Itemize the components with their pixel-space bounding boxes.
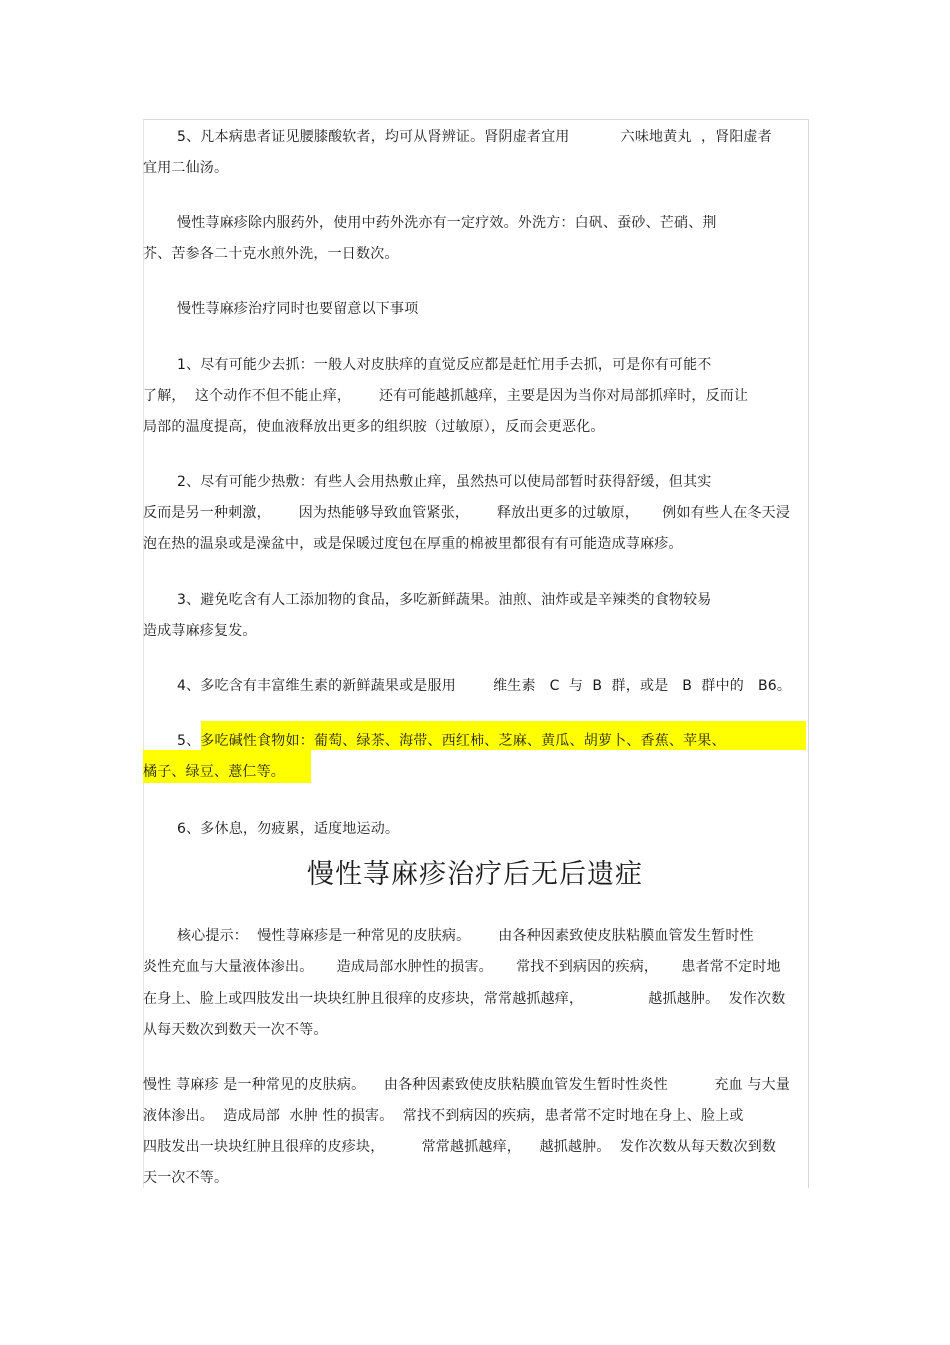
text-line: 泡在热的温泉或是澡盆中，或是保暖过度包在厚重的棉被里都很有有可能造成荨麻疹。 — [143, 536, 683, 552]
text-line: 慢性荨麻疹治疗同时也要留意以下事项 — [177, 301, 419, 317]
text-line: 芥、苦参各二十克水煎外洗，一日数次。 — [143, 246, 399, 262]
text-line: 局部的温度提高，使血液释放出更多的组织胺（过敏原），反而会更恶化。 — [143, 419, 605, 435]
text-line: 5、凡本病患者证见腰膝酸软者，均可从肾辨证。肾阴虚者宜用 六味地黄丸 ，肾阳虚者 — [177, 129, 772, 145]
text-line: 1、尽有可能少去抓：一般人对皮肤痒的直觉反应都是赶忙用手去抓，可是你有可能不 — [177, 357, 712, 373]
text-line: 3、避免吃含有人工添加物的食品，多吃新鲜蔬果。油煎、油炸或是辛辣类的食物较易 — [177, 592, 712, 608]
text-line: 造成荨麻疹复发。 — [143, 623, 257, 639]
text-line: 2、尽有可能少热敷：有些人会用热敷止痒，虽然热可以使局部暂时获得舒缓，但其实 — [177, 474, 712, 490]
text-line: 橘子、绿豆、薏仁等。 — [143, 764, 285, 780]
text-line: 核心提示： 慢性荨麻疹是一种常见的皮肤病。 由各种因素致使皮肤粘膜血管发生暂时性 — [177, 928, 754, 944]
text-line: 四肢发出一块块红肿且很痒的皮疹块， 常常越抓越痒， 越抓越肿。 发作次数从每天数次到数 — [143, 1139, 777, 1155]
text-line: 了解， 这个动作不但不能止痒， 还有可能越抓越痒，主要是因为当你对局部抓痒时，反而让 — [143, 388, 749, 404]
text-line: 炎性充血与大量液体渗出。 造成局部水肿性的损害。 常找不到病因的疾病， 患者常不定时地 — [143, 959, 781, 975]
text-line: 慢性荨麻疹除内服药外，使用中药外洗亦有一定疗效。外洗方：白矾、蚕砂、芒硝、荆 — [177, 215, 717, 231]
text-line: 从每天数次到数天一次不等。 — [143, 1022, 328, 1038]
text-line: 反而是另一种刺激， 因为热能够导致血管紧张， 释放出更多的过敏原， 例如有些人在冬天浸 — [143, 505, 791, 521]
text-line: 天一次不等。 — [143, 1170, 229, 1186]
section-title: 慢性荨麻疹治疗后无后遗症 — [307, 859, 643, 890]
text-line: 宜用二仙汤。 — [143, 160, 229, 176]
text-line: 在身上、脸上或四肢发出一块块红肿且很痒的皮疹块，常常越抓越痒， 越抓越肿。 发作次数 — [143, 991, 786, 1007]
text-line: 5、多吃碱性食物如：葡萄、绿茶、海带、西红柿、芝麻、黄瓜、胡萝卜、香蕉、苹果、 — [177, 733, 726, 749]
text-line: 4、多吃含有丰富维生素的新鲜蔬果或是服用 维生素 C 与 B 群，或是 B 群中的 B6。 — [177, 678, 792, 694]
text-line: 慢性 荨麻疹 是一种常见的皮肤病。 由各种因素致使皮肤粘膜血管发生暂时性炎性 充血 与大量 — [143, 1077, 791, 1093]
text-line: 液体渗出。 造成局部 水肿 性的损害。 常找不到病因的疾病，患者常不定时地在身上、脸上或 — [143, 1108, 744, 1124]
text-line: 6、多休息，勿疲累，适度地运动。 — [177, 821, 400, 837]
